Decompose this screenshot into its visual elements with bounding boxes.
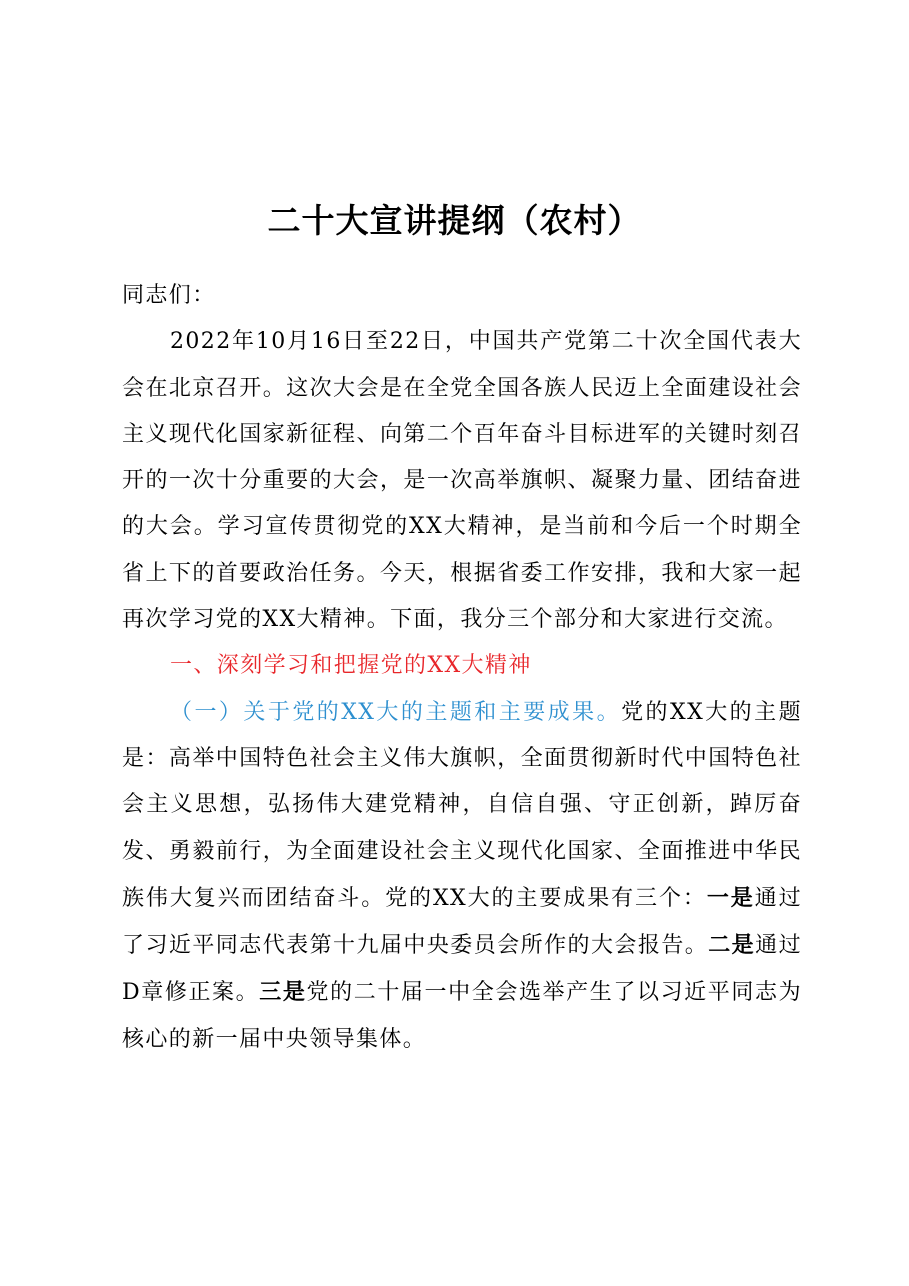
point-label-3: 三是 [259,979,307,1006]
point-text-1: 通过了习近平同志代表第十九届中央委员会所作的大会报告。 [122,885,802,959]
salutation: 同志们： [122,283,216,308]
point-label-1: 一是 [706,884,755,911]
subsection-text-1: 党的XX大的主题是：高举中国特色社会主义伟大旗帜，全面贯彻新时代中国特色社会主义思想，弘扬伟大建党精神，自信自强、守正创新，踔厉奋发、勇毅前行，为全面建设社会主义现代化国家、全面推进中华民族伟大复兴而团结奋斗。党的XX大的主要成果有三个： [122,699,802,911]
document-body [122,273,802,1063]
point-label-2: 二是 [708,932,756,959]
point-text-2: 通过D章修正案。 [122,933,802,1006]
document-title: 二十大宣讲提纲（农村） [267,201,642,240]
point-text-3: 党的二十届一中全会选举产生了以习近平同志为核心的新一届中央领导集体。 [122,980,802,1052]
subsection-paragraph-1 [122,690,802,1063]
intro-paragraph: 2022年10月16日至22日，中国共产党第二十次全国代表大会在北京召开。这次大会是在全党全国各族人民迈上全面建设社会主义现代化国家新征程、向第二个百年奋斗目标进军的关键时刻召开的一次十分重要的大会，是一次高举旗帜、凝聚力量、团结奋进的大会。学习宣传贯彻党的XX大精神，是当前和今后一个时期全省上下的首要政治任务。今天，根据省委工作安排，我和大家一起再次学习党的XX大精神。下面，我分三个部分和大家进行交流。 [122,329,802,633]
subsection-heading-1: （一）关于党的XX大的主题和主要成果。 [170,699,622,725]
section-heading-1: 一、深刻学习和把握党的XX大精神 [170,653,532,679]
